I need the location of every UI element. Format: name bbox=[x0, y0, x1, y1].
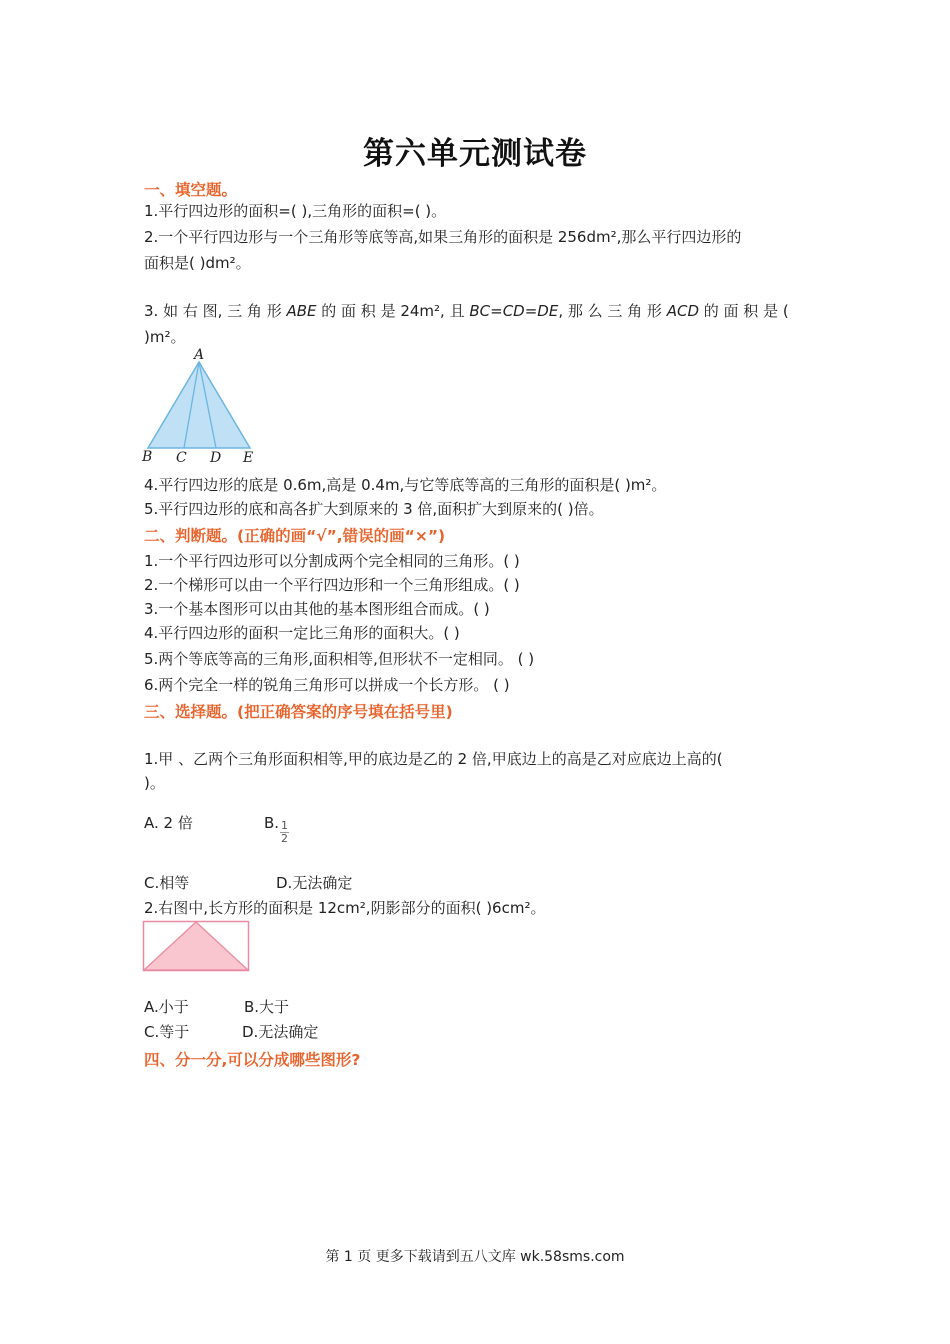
choice-2-option-d: D.无法确定 bbox=[242, 1023, 319, 1041]
fraction-one-half: $\frac{1}{2}$ bbox=[281, 819, 288, 845]
judge-item: 6.两个完全一样的锐角三角形可以拼成一个长方形。 ( ) bbox=[144, 676, 510, 694]
judge-item: 3.一个基本图形可以由其他的基本图形组合而成。( ) bbox=[144, 600, 490, 618]
label-b: B bbox=[142, 449, 153, 465]
judge-item: 5.两个等底等高的三角形,面积相等,但形状不一定相同。 ( ) bbox=[144, 650, 535, 668]
choice-question-2: 2.右图中,长方形的面积是 12cm²,阴影部分的面积( )6cm²。 bbox=[144, 899, 546, 917]
judge-item: 2.一个梯形可以由一个平行四边形和一个三角形组成。( ) bbox=[144, 576, 520, 594]
label-c: C bbox=[176, 450, 187, 466]
choice-2-option-a: A.小于 bbox=[144, 998, 189, 1016]
fill-question-4: 4.平行四边形的底是 0.6m,高是 0.4m,与它等底等高的三角形的面积是( )m²。 bbox=[144, 476, 667, 494]
judge-item: 4.平行四边形的面积一定比三角形的面积大。( ) bbox=[144, 624, 460, 642]
fill-question-2-line1: 2.一个平行四边形与一个三角形等底等高,如果三角形的面积是 256dm²,那么平行四边形的 bbox=[144, 228, 742, 246]
choice-1-option-d: D.无法确定 bbox=[276, 874, 353, 892]
choice-2-option-b: B.大于 bbox=[244, 998, 290, 1016]
fill-question-3-line2: )m²。 bbox=[144, 328, 186, 346]
fill-question-5: 5.平行四边形的底和高各扩大到原来的 3 倍,面积扩大到原来的( )倍。 bbox=[144, 500, 604, 518]
label-e: E bbox=[243, 450, 254, 466]
fill-question-1: 1.平行四边形的面积=( ),三角形的面积=( )。 bbox=[144, 202, 447, 220]
choice-2-option-c: C.等于 bbox=[144, 1023, 190, 1041]
judge-item: 1.一个平行四边形可以分割成两个完全相同的三角形。( ) bbox=[144, 552, 520, 570]
choice-1-option-a: A. 2 倍 bbox=[144, 814, 193, 832]
triangle-figure bbox=[138, 344, 263, 466]
rectangle-figure bbox=[142, 920, 252, 974]
fill-question-3-line1: 3. 如 右 图, 三 角 形 ABE 的 面 积 是 24m², 且 BC=CD=DE, 那 么 三 角 形 ACD 的 面 积 是 ( bbox=[144, 302, 789, 320]
fill-question-2-line2: 面积是( )dm²。 bbox=[144, 254, 251, 272]
choice-1-option-b: B. bbox=[264, 814, 280, 832]
label-d: D bbox=[210, 450, 222, 466]
triangle-abe bbox=[148, 362, 250, 448]
section-heading-divide: 四、分一分,可以分成哪些图形? bbox=[144, 1051, 361, 1069]
label-a: A bbox=[194, 347, 205, 363]
choice-question-1-line2: )。 bbox=[144, 774, 165, 792]
section-heading-choice: 三、选择题。(把正确答案的序号填在括号里) bbox=[144, 703, 453, 721]
choice-1-option-c: C.相等 bbox=[144, 874, 190, 892]
section-heading-fill: 一、填空题。 bbox=[144, 181, 238, 199]
section-heading-judge: 二、判断题。(正确的画“√”,错误的画“×”) bbox=[144, 527, 446, 545]
choice-question-1-line1: 1.甲 、乙两个三角形面积相等,甲的底边是乙的 2 倍,甲底边上的高是乙对应底边上高的( bbox=[144, 750, 723, 768]
page-footer: 第 1 页 更多下载请到五八文库 wk.58sms.com bbox=[325, 1249, 625, 1265]
page-title: 第六单元测试卷 bbox=[363, 136, 587, 172]
